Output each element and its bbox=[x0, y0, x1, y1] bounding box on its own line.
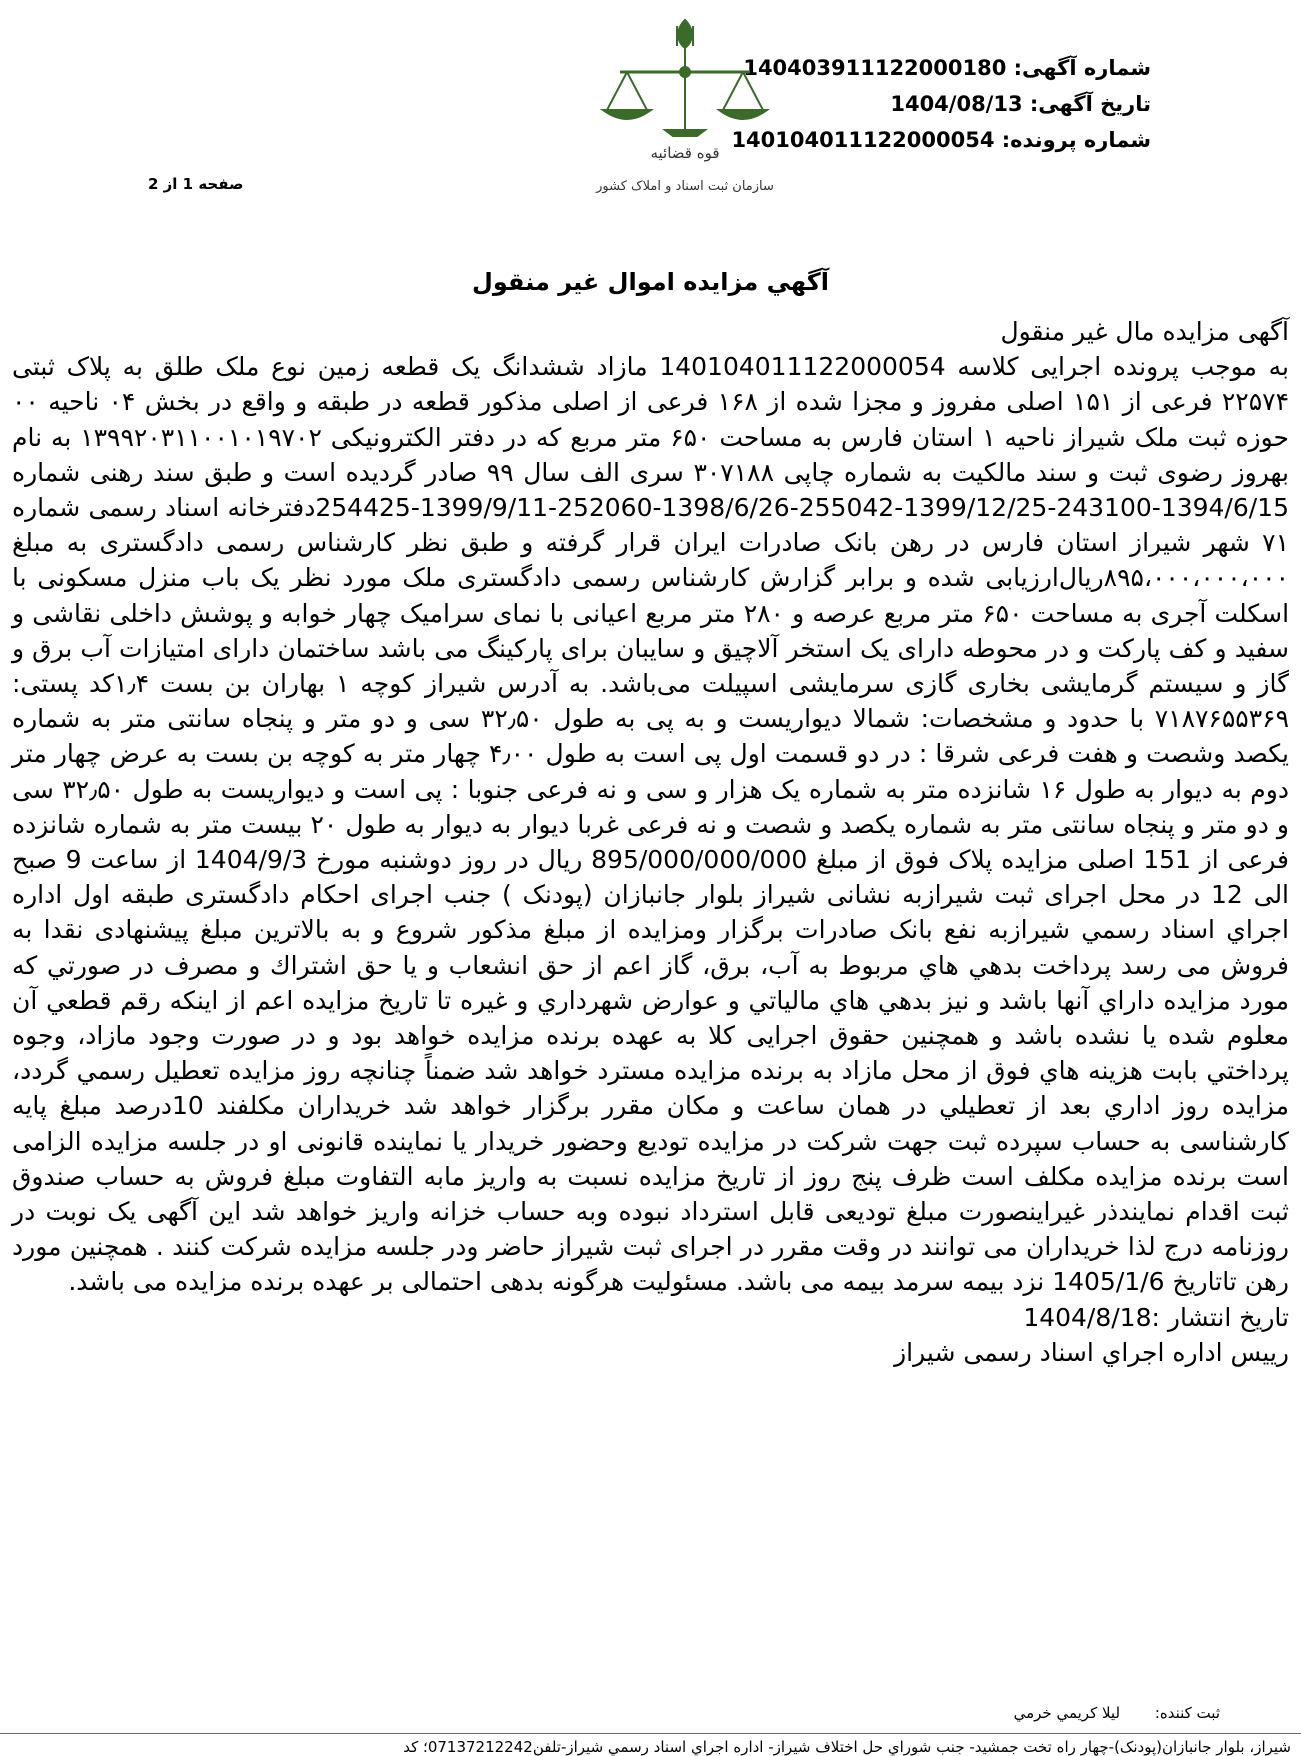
notice-heading: آگهی مزایده مال غیر منقول bbox=[1000, 317, 1289, 346]
registrar-label: ثبت كننده: bbox=[1154, 1704, 1220, 1722]
signer-title: رييس اداره اجراي اسناد رسمی شيراز bbox=[894, 1337, 1289, 1367]
publish-date: تاریخ انتشار :1404/8/18 bbox=[1023, 1302, 1289, 1332]
page-number: صفحه 1 از 2 bbox=[148, 175, 244, 193]
case-number-label: شماره پرونده: bbox=[1001, 128, 1151, 152]
notice-body bbox=[12, 314, 1289, 1370]
ad-date-label: تاریخ آگهی: bbox=[1029, 92, 1151, 116]
ad-date: 1404/08/13 bbox=[890, 92, 1023, 116]
registrar bbox=[660, 1704, 1220, 1722]
emblem-text-bottom: سازمان ثبت اسناد و املاک کشور bbox=[596, 179, 774, 194]
page-title: آگهي مزايده اموال غير منقول bbox=[472, 268, 829, 296]
registrar-name: ليلا كريمي خرمي bbox=[1013, 1704, 1121, 1722]
footer-divider bbox=[0, 1733, 1301, 1734]
ad-number-label: شماره آگهی: bbox=[1013, 56, 1151, 80]
notice-text: به موجب پرونده اجرایی کلاسه 140104011122000054 مازاد ششدانگ یک قطعه زمین نوع ملک طلق به پلاک ثبتی ۲۲۵۷۴ فرعی از ۱۵۱ اصلی مفروز و مجزا شده از ۱۶۸ فرعی از اصلی مذکور قطعه در طبقه و واقع در بخش ۰۴ ناحیه ۰۰ حوزه ثبت ملک شیراز ناحیه ۱ استان فارس به مساحت ۶۵۰ متر مربع که در دفتر الکترونیکی ۱۳۹۹۲۰۳۱۱۰۰۱۰۱۹۷۰۲ به نام بهروز رضوی ثبت و سند مالکیت به شماره چاپی ۳۰۷۱۸۸ سری الف سال ۹۹ صادر گردیده است و طبق سند رهنی شماره 1394/6/15-243100-1399/12/25-255042-1398/6/26-252060-1399/9/11-254425دفترخانه اسناد رسمی شماره ۷۱ شهر شیراز استان فارس در رهن بانک صادرات ایران قرار گرفته و طبق نظر کارشناس رسمی دادگستری به مبلغ ۸۹۵،۰۰۰،۰۰۰،۰۰۰ریال‌ارزیابی شده و برابر گزارش کارشناس رسمی دادگستری ملک مورد نظر یک باب منزل مسکونی با اسکلت آجری به مساحت ۶۵۰ متر مربع عرصه و ۲۸۰ متر مربع اعیانی با نمای سرامیک چهار خوابه و پوشش داخلی نقاشی و سفید و کف پارکت و در محوطه دارای یک استخر آلاچیق و سایبان برای پارکینگ می باشد ساختمان دارای امتیازات آب برق و گاز و سیستم گرمایشی بخاری گازی سرمایشی اسپیلت می‌باشد. به آدرس شیراز کوچه ۱ بهاران بن بست ۱٫۴کد پستی: ۷۱۸۷۶۵۵۳۶۹ با حدود و مشخصات: شمالا دیواریست و به پی به طول ۳۲٫۵۰ سی و دو متر و پنجاه سانتی متر به شماره یکصد وشصت و هفت فرعی شرقا : در دو قسمت اول پی است به طول ۴٫۰۰ چهار متر به کوچه بن بست به عرض چهار متر دوم به دیوار به طول ۱۶ شانزده متر به شماره یک هزار و سی و نه فرعی جنوبا : پی است و دیواریست به طول ۳۲٫۵۰ سی و دو متر و پنجاه سانتی متر به شماره یکصد و شصت و نه فرعی غربا دیوار به دیوار به طول ۲۰ بیست متر به شماره شانزده فرعی از 151 اصلی مزایده پلاک فوق از مبلغ 895/000/000/000 ریال در روز دوشنبه مورخ 1404/9/3 از ساعت 9 صبح الی 12 در محل اجرای ثبت شیرازبه نشانی شیراز بلوار جانبازان (پودنک ) جنب اجرای احکام دادگستری طبقه اول اداره اجراي اسناد رسمي شیرازبه نفع بانک صادرات برگزار ومزایده از مبلغ مذکور شروع و به بالاترین مبلغ پیشنهادی نقدا به فروش می رسد پرداخت بدهي هاي مربوط به آب، برق، گاز اعم از حق انشعاب و يا حق اشتراك و مصرف در صورتي كه مورد مزايده داراي آنها باشد و نيز بدهي هاي مالياتي و عوارض شهرداري و غيره تا تاريخ مزايده اعم از اينكه رقم قطعي آن معلوم شده يا نشده باشد و همچنين حقوق اجرایی كلا به عهده برنده مزايده خواهد بود و در صورت وجود مازاد، وجوه پرداختي بابت هزينه هاي فوق از محل مازاد به برنده مزايده مسترد خواهد شد ضمناً چنانچه روز مزايده تعطيل رسمي گردد، مزايده روز اداري بعد از تعطيلي در همان ساعت و مكان مقرر برگزار خواهد شد خریداران مکلفند 10درصد مبلغ پایه کارشناسی به حساب سپرده ثبت جهت شرکت در مزایده تودیع وحضور خریدار یا نماینده قانونی او در جلسه مزایده الزامی است برنده مزایده مکلف است ظرف پنج روز از تاریخ مزایده نسبت به واریز مابه التفاوت مبلغ فروش به حساب صندوق ثبت اقدام نمایندذر غیراینصورت مبلغ تودیعی قابل استرداد نبوده وبه حساب خزانه واریز خواهد شد این آگهی یک نوبت در روزنامه درج لذا خریداران می توانند در وقت مقرر در اجرای ثبت شیراز حاضر ودر جلسه مزایده شرکت کنند . همچنین مورد رهن تاتاریخ 1405/1/6 نزد بیمه سرمد بیمه می باشد. مسئولیت هرگونه بدهی احتمالی بر عهده برنده مزایده می باشد. bbox=[12, 352, 1290, 1297]
footer-address: شیراز، بلوار جانبازان(پودنک)-چهار راه تخت جمشید- جنب شوراي حل اختلاف شیراز- اداره اجراي اسناد رسمي شیراز-تلفن07137212242؛ كد bbox=[403, 1738, 1291, 1756]
emblem-text-top: قوه قضائیه bbox=[650, 144, 720, 162]
judiciary-emblem-icon bbox=[565, 10, 805, 220]
ad-number: 14040391112200018​0 bbox=[743, 56, 1007, 80]
case-number: 140104011122000054 bbox=[731, 128, 995, 152]
